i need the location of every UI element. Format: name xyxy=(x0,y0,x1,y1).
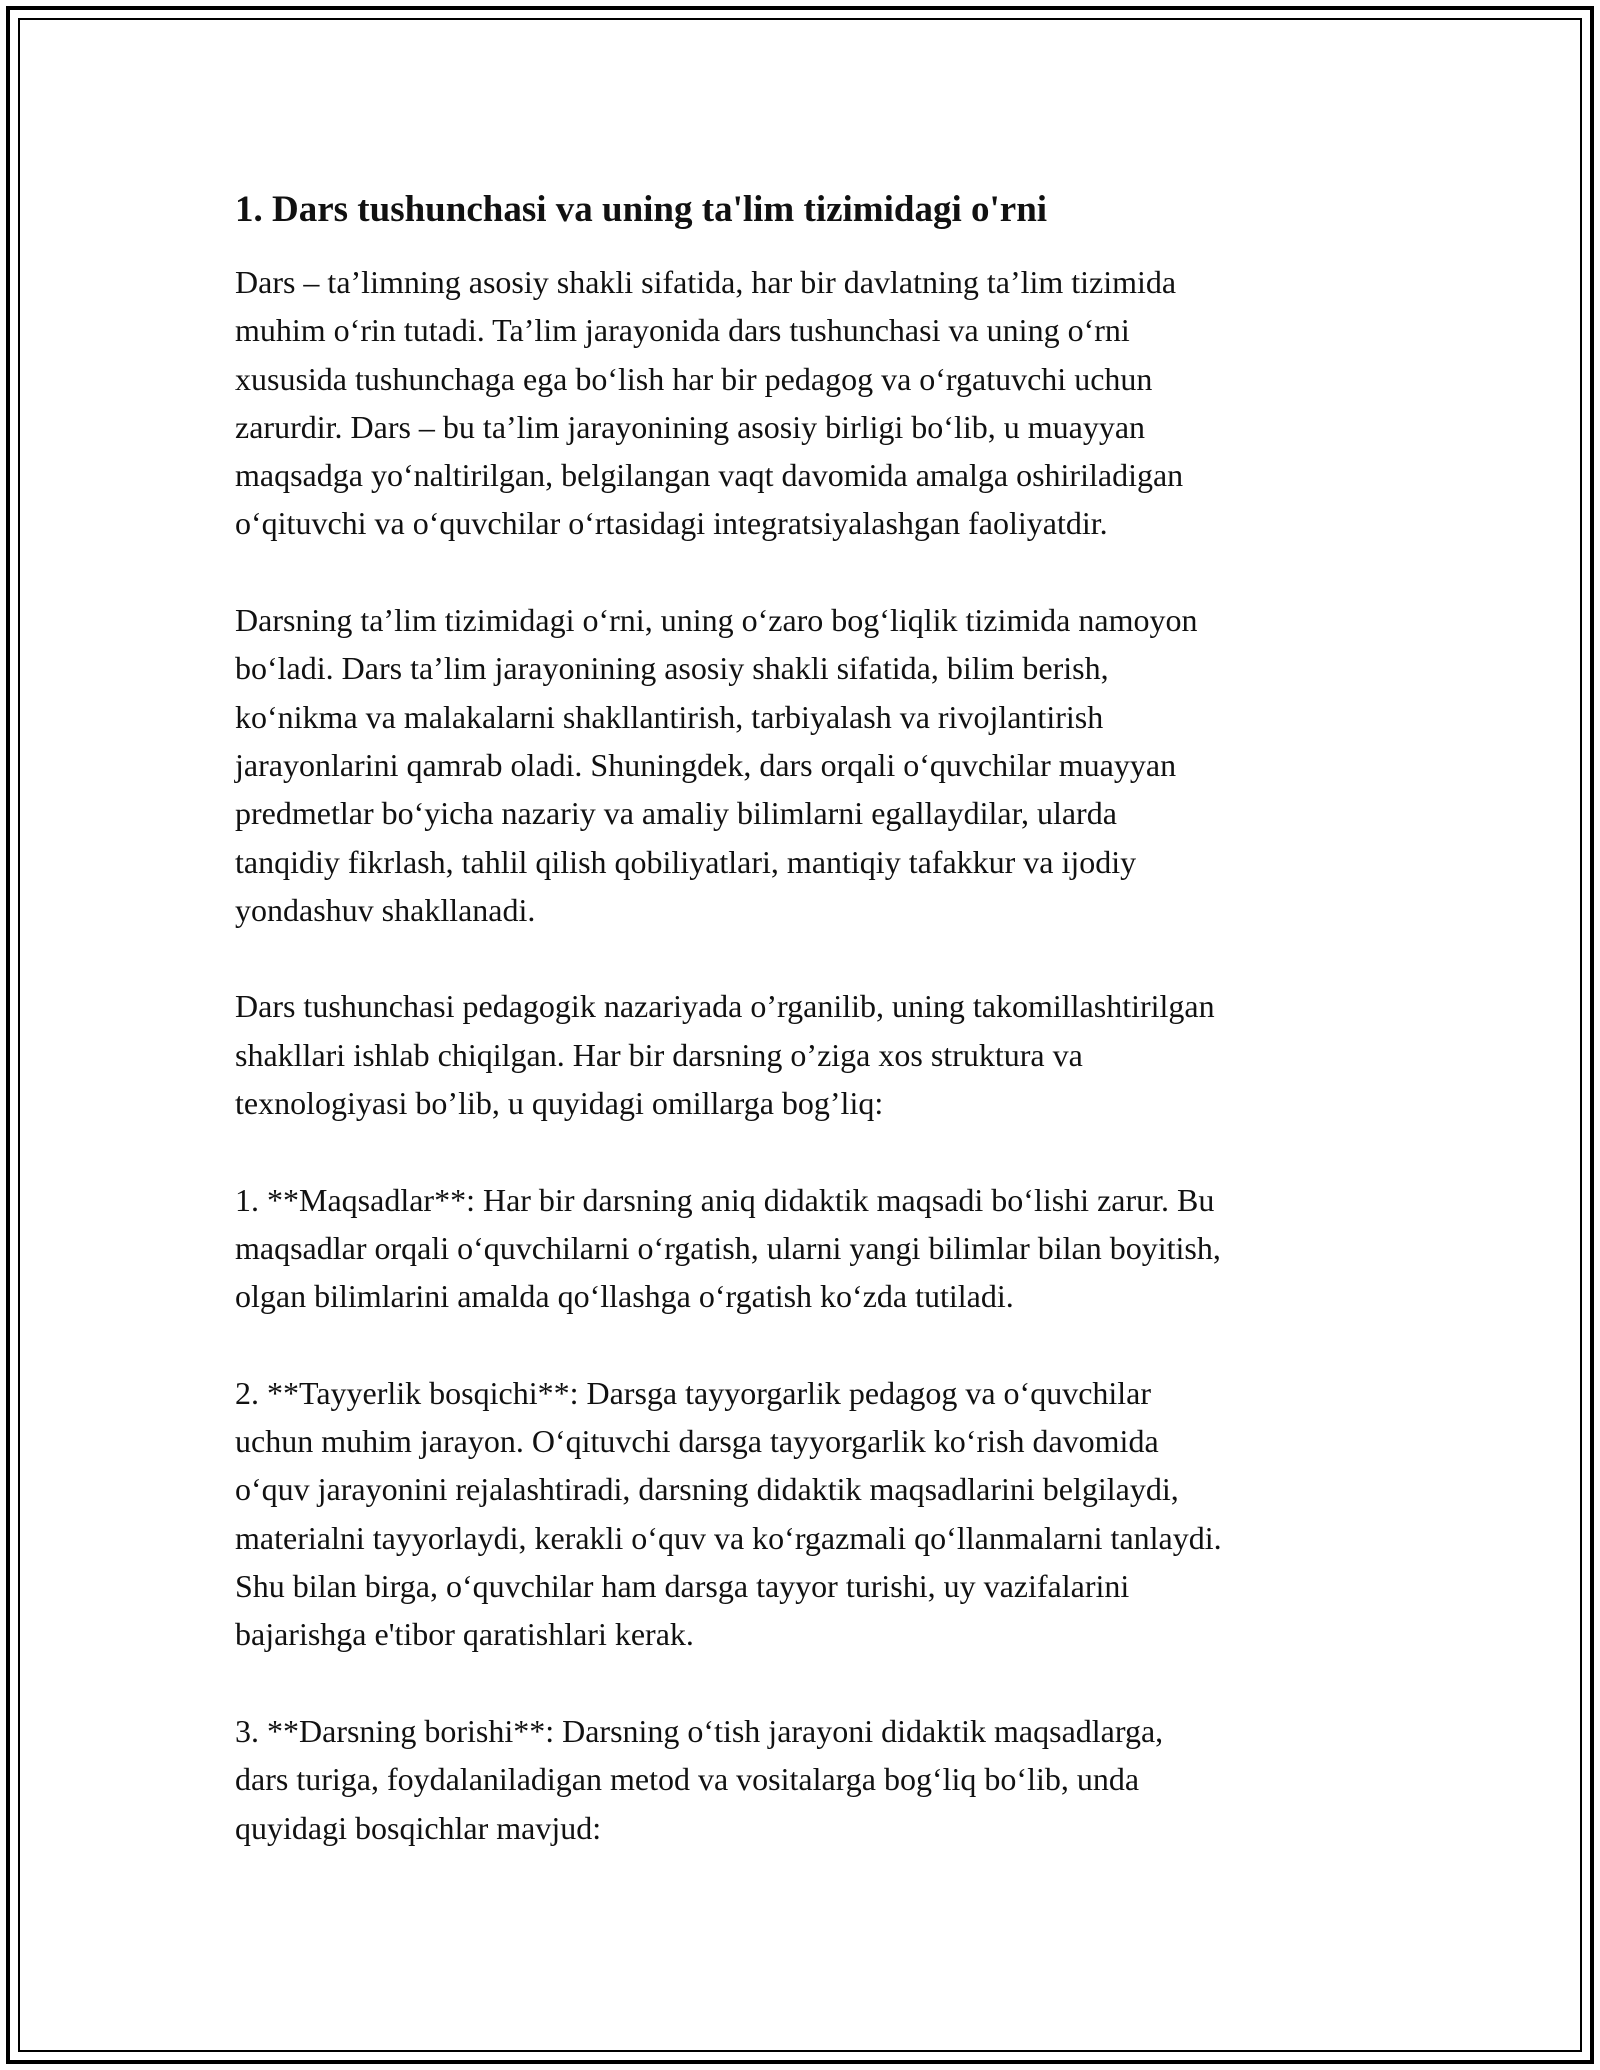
text-line: maqsadlar orqali o‘quvchilarni o‘rgatish, ularni yangi bilimlar bilan boyitish, xyxy=(235,1229,1221,1266)
text-line: o‘qituvchi va o‘quvchilar o‘rtasidagi integratsiyalashgan faoliyatdir. xyxy=(235,505,1108,542)
text-line: zarurdir. Dars – bu ta’lim jarayonining asosiy birligi bo‘lib, u muayyan xyxy=(235,408,1146,445)
text-line: 3. **Darsning borishi**: Darsning o‘tish jarayoni didaktik maqsadlarga, xyxy=(235,1712,1164,1749)
text-line: predmetlar bo‘yicha nazariy va amaliy bilimlarni egallaydilar, ularda xyxy=(235,795,1117,832)
text-line: shakllari ishlab chiqilgan. Har bir darsning o’ziga xos struktura va xyxy=(235,1036,1083,1073)
text-line: ko‘nikma va malakalarni shakllantirish, tarbiyalash va rivojlantirish xyxy=(235,698,1104,735)
list-item-maqsadlar xyxy=(235,1176,1375,1321)
text-line: o‘quv jarayonini rejalashtiradi, darsning didaktik maqsadlarini belgilaydi, xyxy=(235,1471,1179,1508)
text-line: bajarishga e'tibor qaratishlari kerak. xyxy=(235,1616,694,1653)
paragraph-dars-theory xyxy=(235,982,1375,1127)
list-item-darsning-borishi xyxy=(235,1707,1375,1852)
text-line: muhim o‘rin tutadi. Ta’lim jarayonida dars tushunchasi va uning o‘rni xyxy=(235,312,1130,349)
text-line: texnologiyasi bo’lib, u quyidagi omillarga bog’liq: xyxy=(235,1085,884,1122)
list-item-tayyerlik xyxy=(235,1369,1375,1659)
text-line: maqsadga yo‘naltirilgan, belgilangan vaqt davomida amalga oshiriladigan xyxy=(235,457,1184,494)
text-line: quyidagi bosqichlar mavjud: xyxy=(235,1809,602,1846)
text-line: 1. **Maqsadlar**: Har bir darsning aniq didaktik maqsadi bo‘lishi zarur. Bu xyxy=(235,1181,1215,1218)
text-line: materialni tayyorlaydi, kerakli o‘quv va ko‘rgazmali qo‘llanmalarni tanlaydi. xyxy=(235,1519,1222,1556)
paragraph-dars-role xyxy=(235,596,1375,934)
document-body xyxy=(235,186,1375,1900)
text-line: Dars – ta’limning asosiy shakli sifatida, har bir davlatning ta’lim tizimida xyxy=(235,264,1177,300)
text-line: tanqidiy fikrlash, tahlil qilish qobiliyatlari, mantiqiy tafakkur va ijodiy xyxy=(235,843,1137,880)
paragraph-dars-definition xyxy=(235,258,1375,548)
text-line: dars turiga, foydalaniladigan metod va vositalarga bog‘liq bo‘lib, unda xyxy=(235,1761,1140,1798)
text-line: Dars tushunchasi pedagogik nazariyada o’rganilib, uning takomillashtirilgan xyxy=(235,988,1215,1025)
text-line: 2. **Tayyerlik bosqichi**: Darsga tayyorgarlik pedagog va o‘quvchilar xyxy=(235,1374,1152,1411)
text-line: Shu bilan birga, o‘quvchilar ham darsga tayyor turishi, uy vazifalarini xyxy=(235,1568,1130,1605)
text-line: yondashuv shakllanadi. xyxy=(235,891,536,928)
text-line: olgan bilimlarini amalda qo‘llashga o‘rgatish ko‘zda tutiladi. xyxy=(235,1278,1014,1315)
text-line: bo‘ladi. Dars ta’lim jarayonining asosiy shakli sifatida, bilim berish, xyxy=(235,650,1109,687)
page-title: 1. Dars tushunchasi va uning ta'lim tizimidagi o'rni xyxy=(235,189,1048,230)
text-line: xususida tushunchaga ega bo‘lish har bir pedagog va o‘rgatuvchi uchun xyxy=(235,360,1153,397)
text-line: Darsning ta’lim tizimidagi o‘rni, uning o‘zaro bog‘liqlik tizimida namoyon xyxy=(235,602,1198,639)
text-line: uchun muhim jarayon. O‘qituvchi darsga tayyorgarlik ko‘rish davomida xyxy=(235,1423,1159,1460)
text-line: jarayonlarini qamrab oladi. Shuningdek, dars orqali o‘quvchilar muayyan xyxy=(235,746,1177,783)
